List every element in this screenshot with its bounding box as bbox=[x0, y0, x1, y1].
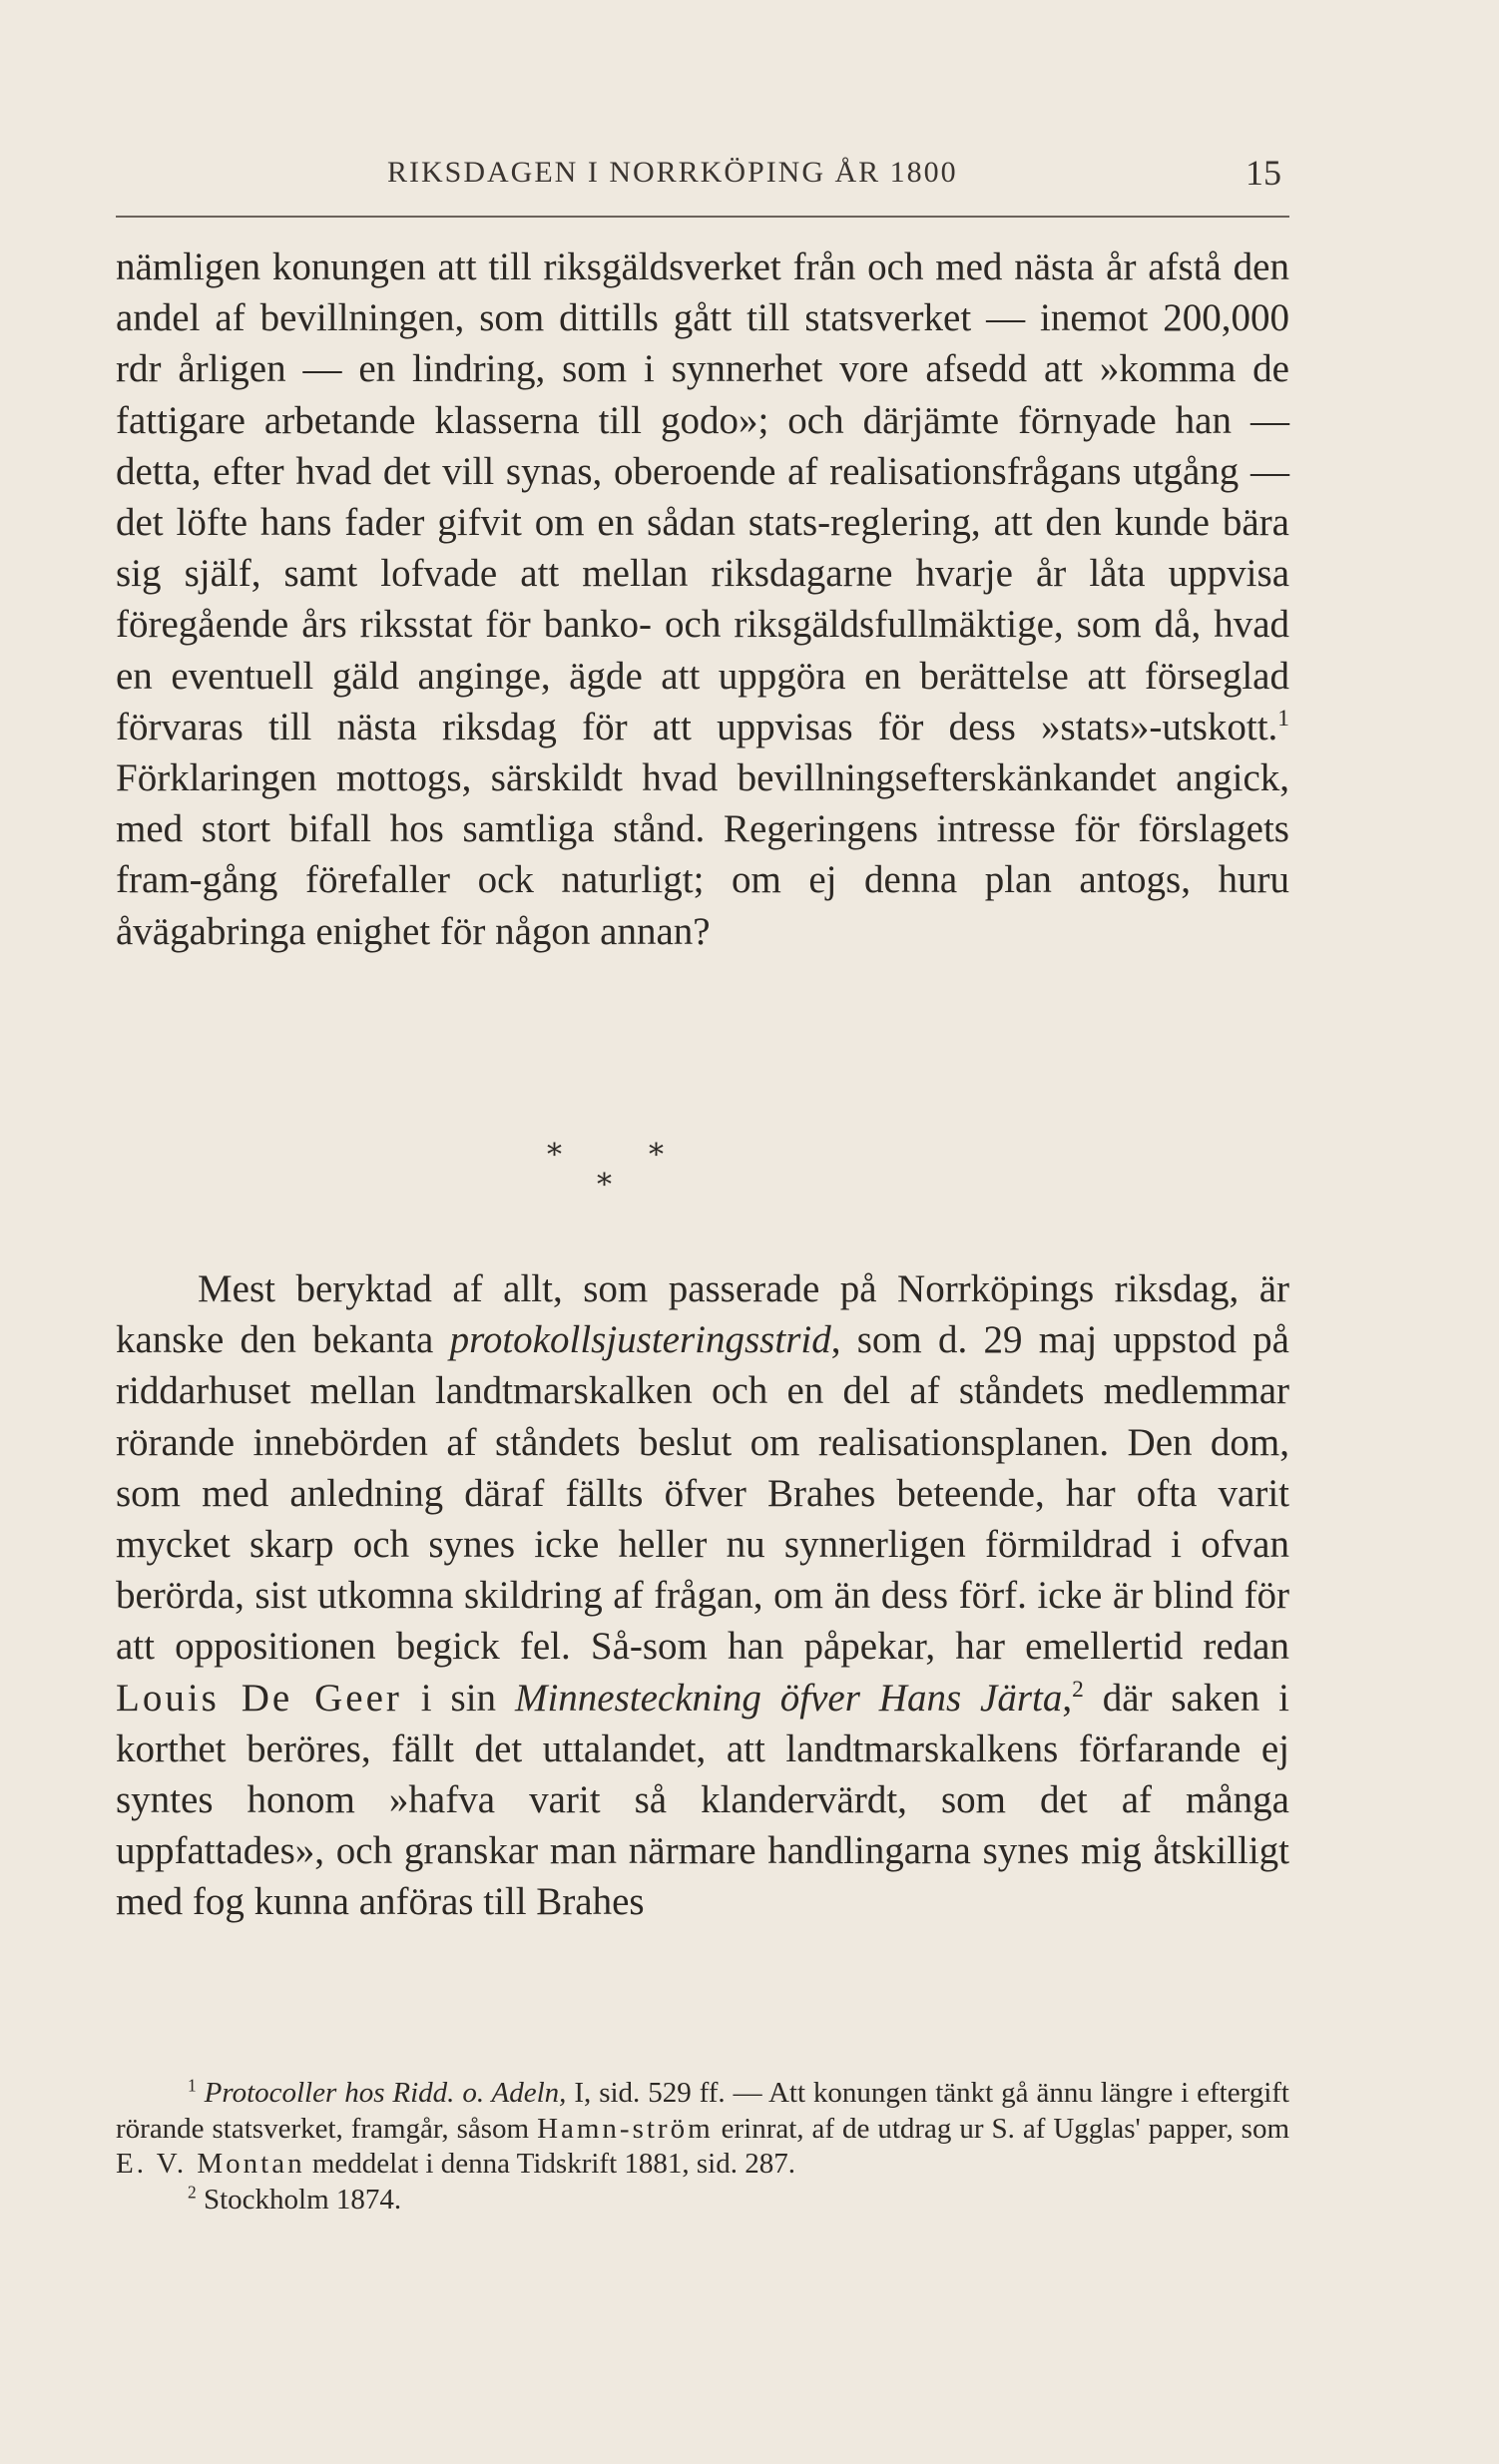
footnote-1-text-c: meddelat i denna Tidskrift 1881, sid. 287. bbox=[304, 2148, 795, 2180]
separator-star-1: * bbox=[547, 1138, 562, 1173]
separator-star-2: * bbox=[649, 1138, 664, 1173]
footnotes bbox=[116, 2076, 1289, 2218]
paragraph-1-text-b: Förklaringen mottogs, särskildt hvad bevillningsefterskänkandet angick, med stort bifall hos samtliga stånd. Regeringens intresse för förslagets fram-gång förefaller ock naturligt; om ej denna plan antogs, huru åvägabringa enighet för någon annan? bbox=[116, 756, 1289, 953]
section-separator bbox=[539, 1138, 838, 1208]
footnote-2-text: Stockholm 1874. bbox=[196, 2183, 402, 2216]
footnote-1-name-montan: E. V. Montan bbox=[116, 2148, 305, 2180]
footnote-1-name-hamnstrom: Hamn-ström bbox=[537, 2112, 714, 2145]
footnote-1-text-b: erinrat, af de utdrag ur S. af Ugglas' papper, som bbox=[713, 2112, 1290, 2145]
paragraph-2-text-c: i sin bbox=[401, 1676, 515, 1720]
paragraph-1 bbox=[116, 242, 1289, 957]
footnote-2 bbox=[116, 2183, 1289, 2218]
paragraph-1-text-a: nämligen konungen att till riksgäldsverket från och med nästa år afstå den andel af bevillningen, som dittills gått till statsverket — inemot 200,000 rdr årligen — en lindring, som i synnerhet vore afsedd att »komma de fattigare arbetande klasserna till godo»; och därjämte förnyade han — detta, efter hvad det vill synas, oberoende af realisationsfrågans utgång — det löfte hans fader gifvit om en sådan stats-reglering, att den kunde bära sig själf, samt lofvade att mellan riksdagarne hvarje år låta uppvisa föregående års riksstat för banko- och riksgäldsfullmäktige, som då, hvad en eventuell gäld anginge, ägde att uppgöra en berättelse att förseglad förvaras till nästa riksdag för att uppvisas för dess »stats»-utskott. bbox=[116, 246, 1289, 748]
footnote-ref-2: 2 bbox=[1072, 1676, 1084, 1703]
page-header bbox=[116, 148, 1289, 200]
paragraph-2-italic-2: Minnesteckning öfver Hans Järta bbox=[514, 1676, 1063, 1720]
footnote-1-text-a: I, sid. 529 ff. — Att konungen tänkt gå ännu längre i eftergift rörande statsverket, framgår, såsom bbox=[116, 2077, 1289, 2145]
paragraph-2-text-a: Mest beryktad af allt, som passerade på Norrköpings riksdag, är kanske den bekanta bbox=[116, 1267, 1289, 1362]
running-title: RIKSDAGEN I NORRKÖPING ÅR 1800 bbox=[387, 156, 958, 189]
paragraph-2-text-b: , som d. 29 maj uppstod på riddarhuset mellan landtmarskalken och en del af ståndets medlemmar rörande innebörden af ståndets beslut om realisationsplanen. Den dom, som med anledning däraf fällts öfver Brahes beteende, har ofta varit mycket skarp och synes icke heller nu synnerligen förmildrad i ofvan berörda, sist utkomna skildring af frågan, om än dess förf. icke är blind för att oppositionen begick fel. Så-som han påpekar, har emellertid redan bbox=[116, 1318, 1289, 1669]
paragraph-2 bbox=[116, 1263, 1289, 1928]
author-name-de-geer: Louis De Geer bbox=[116, 1676, 402, 1720]
footnote-ref-1: 1 bbox=[1277, 705, 1289, 732]
paragraph-2-text-d: där saken i korthet beröres, fällt det uttalandet, att landtmarskalkens förfarande ej syntes honom »hafva varit så klandervärdt, som det af många uppfattades», och granskar man närmare handlingarna synes mig åtskilligt med fog kunna anföras till Brahes bbox=[116, 1676, 1289, 1924]
separator-star-3: * bbox=[597, 1168, 612, 1203]
footnote-1-italic: Protocoller hos Ridd. o. Adeln, bbox=[204, 2077, 567, 2109]
footnote-2-marker: 2 bbox=[188, 2181, 197, 2202]
footnote-1-marker: 1 bbox=[188, 2075, 197, 2096]
paragraph-2-italic-1: protokollsjusteringsstrid bbox=[449, 1318, 831, 1362]
footnote-1 bbox=[116, 2076, 1289, 2183]
header-rule bbox=[116, 216, 1289, 218]
page-number: 15 bbox=[1246, 153, 1281, 193]
comma-after-title: , bbox=[1062, 1676, 1073, 1720]
